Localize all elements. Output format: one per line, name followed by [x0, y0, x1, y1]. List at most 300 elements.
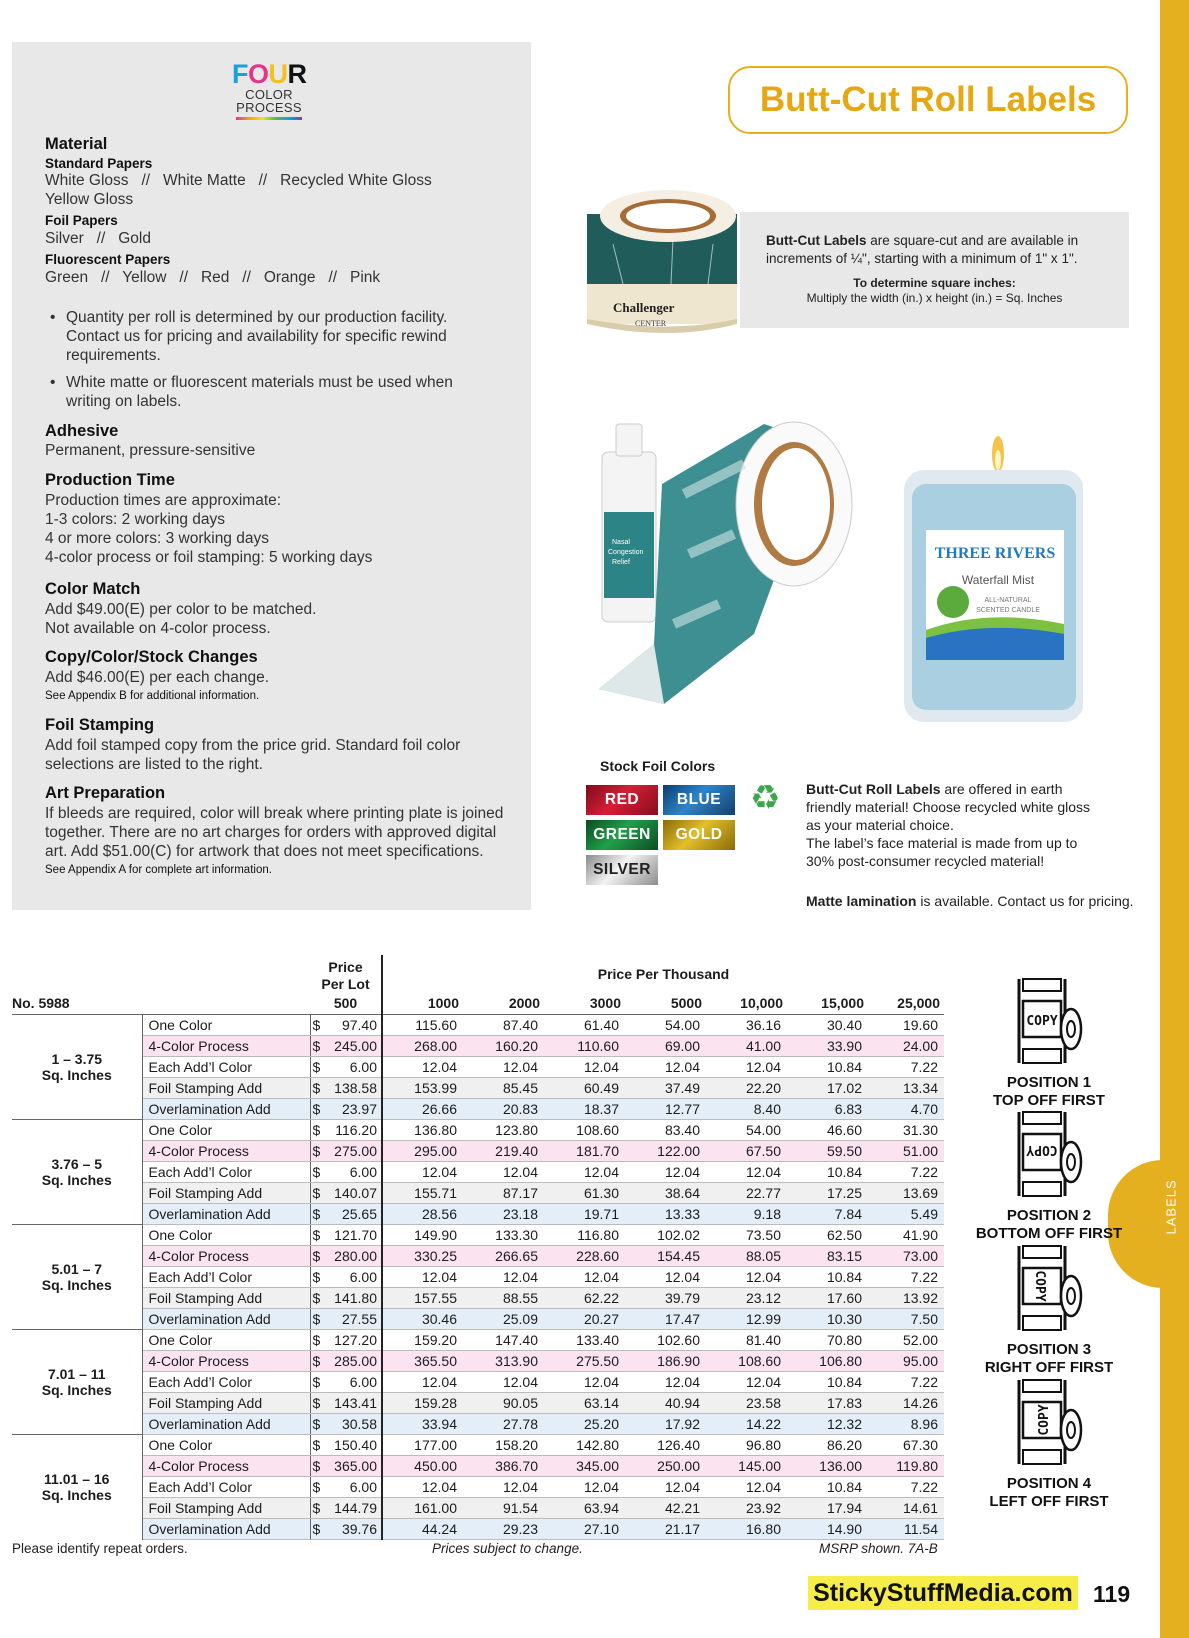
price-cell: 95.00: [868, 1350, 944, 1371]
price-cell: 126.40: [625, 1434, 706, 1455]
price-cell: 13.69: [868, 1182, 944, 1203]
price-cell: 17.92: [625, 1413, 706, 1434]
price-cell: 12.04: [463, 1161, 544, 1182]
price-cell: 14.61: [868, 1497, 944, 1518]
foil-swatch-green: GREEN: [586, 820, 658, 850]
price-cell: 26.66: [382, 1098, 463, 1119]
candle-jar-image: [898, 434, 1083, 724]
price-cell: 160.20: [463, 1035, 544, 1056]
price-cell: 17.60: [787, 1287, 868, 1308]
price-cell: 8.40: [706, 1098, 787, 1119]
price-cell: 44.24: [382, 1518, 463, 1539]
price-cell: 12.04: [706, 1266, 787, 1287]
footnote-repeat-orders: Please identify repeat orders.: [12, 1541, 188, 1556]
label-roll-icon: [1009, 1242, 1089, 1334]
price-cell: 23.18: [463, 1203, 544, 1224]
challenger-label-roll-image: [583, 184, 743, 354]
table-row: [12, 1224, 944, 1245]
table-row: [12, 1014, 944, 1035]
price-cell: 11.54: [868, 1518, 944, 1539]
table-row: [12, 1140, 944, 1161]
svg-text:Congestion: Congestion: [608, 549, 644, 556]
recycled-text: Butt-Cut Roll Labels are offered in earth friendly material! Choose recycled white gloss as your material choice. The label’s face material is made from up to 30% post-consumer recycled material!: [806, 781, 1091, 869]
foil-swatch-silver: SILVER: [586, 855, 658, 885]
price-cell: 177.00: [382, 1434, 463, 1455]
table-row: [12, 1476, 944, 1497]
price-cell: 7.22: [868, 1056, 944, 1077]
price-cell: 14.26: [868, 1392, 944, 1413]
price-cell: 23.12: [706, 1287, 787, 1308]
foil-swatch-blue: BLUE: [663, 785, 735, 815]
price-cell: 12.04: [544, 1371, 625, 1392]
price-cell: 25.20: [544, 1413, 625, 1434]
price-cell: 10.84: [787, 1056, 868, 1077]
price-cell: 159.20: [382, 1329, 463, 1350]
art-preparation-section: Art Preparation If bleeds are required, color will break where printing plate is joined together. There are no art charges for orders with approved digital art. Add $51.00(C) for artwork that does not meet specifications. See Appendix A for complete art information.: [45, 784, 504, 876]
price-cell: 7.84: [787, 1203, 868, 1224]
label-roll-icon: [1009, 1376, 1089, 1468]
table-row: [12, 1413, 944, 1434]
price-cell: 67.50: [706, 1140, 787, 1161]
price-cell: 181.70: [544, 1140, 625, 1161]
price-cell: 61.30: [544, 1182, 625, 1203]
price-cell: 12.04: [463, 1056, 544, 1077]
price-per-lot-cell: $ 6.00: [310, 1056, 382, 1077]
table-row: [12, 1350, 944, 1371]
price-per-lot-cell: $ 6.00: [310, 1476, 382, 1497]
price-cell: 12.04: [625, 1476, 706, 1497]
recycle-icon: ♻: [750, 779, 781, 817]
price-cell: 60.49: [544, 1077, 625, 1098]
price-cell: 12.04: [625, 1266, 706, 1287]
price-cell: 96.80: [706, 1434, 787, 1455]
price-cell: 31.30: [868, 1119, 944, 1140]
price-cell: 7.50: [868, 1308, 944, 1329]
price-per-lot-cell: $ 143.41: [310, 1392, 382, 1413]
price-cell: 30.40: [787, 1014, 868, 1035]
price-cell: 87.40: [463, 1014, 544, 1035]
price-cell: 19.71: [544, 1203, 625, 1224]
price-cell: 54.00: [625, 1014, 706, 1035]
foil-papers-list: Silver // Gold: [45, 230, 151, 247]
price-cell: 10.30: [787, 1308, 868, 1329]
row-label: Overlamination Add: [142, 1518, 310, 1539]
price-cell: 41.90: [868, 1224, 944, 1245]
price-cell: 38.64: [625, 1182, 706, 1203]
table-row: [12, 1245, 944, 1266]
table-row: [12, 1392, 944, 1413]
price-per-lot-cell: $ 280.00: [310, 1245, 382, 1266]
material-bullet-2: • White matte or fluorescent materials must be used when writing on labels.: [50, 374, 453, 410]
footnote-msrp: MSRP shown. 7A-B: [819, 1541, 938, 1556]
price-cell: 41.00: [706, 1035, 787, 1056]
price-cell: 85.45: [463, 1077, 544, 1098]
row-label: 4-Color Process: [142, 1245, 310, 1266]
price-cell: 63.14: [544, 1392, 625, 1413]
row-label: 4-Color Process: [142, 1350, 310, 1371]
price-per-lot-header: Price Per Lot: [310, 955, 382, 993]
row-label: 4-Color Process: [142, 1455, 310, 1476]
price-per-lot-cell: $ 116.20: [310, 1119, 382, 1140]
price-cell: 20.27: [544, 1308, 625, 1329]
price-cell: 250.00: [625, 1455, 706, 1476]
price-cell: 110.60: [544, 1035, 625, 1056]
price-cell: 42.21: [625, 1497, 706, 1518]
price-per-thousand-header: Price Per Thousand: [597, 966, 730, 982]
price-cell: 67.30: [868, 1434, 944, 1455]
four-color-process-logo: FOUR COLOR PROCESS: [232, 61, 306, 120]
price-cell: 106.80: [787, 1350, 868, 1371]
row-label: One Color: [142, 1329, 310, 1350]
table-row: [12, 1497, 944, 1518]
price-cell: 7.22: [868, 1371, 944, 1392]
price-cell: 12.04: [544, 1161, 625, 1182]
price-cell: 9.18: [706, 1203, 787, 1224]
price-cell: 12.04: [382, 1266, 463, 1287]
price-cell: 133.30: [463, 1224, 544, 1245]
price-cell: 12.04: [382, 1371, 463, 1392]
row-label: Each Add’l Color: [142, 1161, 310, 1182]
row-label: 4-Color Process: [142, 1035, 310, 1056]
price-cell: 83.15: [787, 1245, 868, 1266]
price-cell: 330.25: [382, 1245, 463, 1266]
item-number: No. 5988: [12, 995, 70, 1012]
price-cell: 142.80: [544, 1434, 625, 1455]
rewind-position-3: [974, 1242, 1124, 1377]
price-per-lot-cell: $ 30.58: [310, 1413, 382, 1434]
price-cell: 136.00: [787, 1455, 868, 1476]
price-table: Price Per Lot Price Per Thousand No. 5988 500 1000 2000 3000 5000 10,000 15,000 25,000 1 – 3.75 Sq. Inches One Color $ 97.40 115.60 87.40 61.40 54.00 36.16 30.40 19.60 4-Color Process $ 245.00 268.00 160.20 110.60 69.00 41.00 33.90 24.00 Each Add’l Color $ 6.00 12.04 12.04 12.04 12.04 12.04 10.84 7.22 Foil Stamping Add $ 138.58 153.99 85.45 60.49 37.49 22.20 17.02 13.34 Overlamination Add $ 23.97 26.66 20.83 18.37 12.77 8.40 6.83 4.70 3.76 – 5 Sq. Inches One Color $ 116.20 136.80 123.80 108.60 83.40 54.00 46.60 31.30 4-Color Process $ 275.00 295.00 219.40 181.70 122.00 67.50 59.50 51.00 Each Add’l Color $ 6.00 12.04 12.04 12.04 12.04 12.04 10.84 7.22 Foil Stamping Add $ 140.07 155.71 87.17 61.30 38.64 22.77 17.25 13.69 Overlamination Add $ 25.65 28.56 23.18 19.71 13.33 9.18 7.84 5.49 5.01 – 7 Sq. Inches One Color $ 121.70 149.90 133.30 116.80 102.02 73.50 62.50 41.90 4-Color Process $ 280.00 330.25 266.65 228.60 154.45 88.05 83.15 73.00 Each Add’l Color $ 6.00 12.04 12.04 12.04 12.04 12.04 10.84 7.22 Foil Stamping Add $ 141.80 157.55 88.55 62.22 39.79 23.12 17.60 13.92 Overlamination Add $ 27.55 30.46 25.09 20.27 17.47 12.99 10.30 7.50 7.01 – 11 Sq. Inches One Color $ 127.20 159.20 147.40 133.40 102.60 81.40 70.80 52.00 4-Color Process $ 285.00 365.50 313.90 275.50 186.90 108.60 106.80 95.00 Each Add’l Color $ 6.00 12.04 12.04 12.04 12.04 12.04 10.84 7.22 Foil Stamping Add $ 143.41 159.28 90.05 63.14 40.94 23.58 17.83 14.26 Overlamination Add $ 30.58 33.94 27.78 25.20 17.92 14.22 12.32 8.96 11.01 – 16 Sq. Inches One Color $ 150.40 177.00 158.20 142.80 126.40 96.80 86.20 67.30 4-Color Process $ 365.00 450.00 386.70 345.00 250.00 145.00 136.00 119.80 Each Add’l Color $ 6.00 12.04 12.04 12.04 12.04 12.04 10.84 7.22 Foil Stamping Add $ 144.79 161.00 91.54 63.94 42.21 23.92 17.94 14.61 Overlamination Add $ 39.76 44.24 29.23 27.10 21.17 16.80 14.90 11.54: [12, 955, 944, 1540]
price-cell: 7.22: [868, 1266, 944, 1287]
adhesive-section: Adhesive Permanent, pressure-sensitive: [45, 422, 256, 459]
material-bullet-1: • Quantity per roll is determined by our production facility. Contact us for pricing and availability for specific rewind requirements.: [50, 309, 448, 364]
page-number: 119: [1093, 1581, 1131, 1607]
price-cell: 12.04: [706, 1056, 787, 1077]
price-cell: 12.04: [463, 1266, 544, 1287]
table-row: [12, 1518, 944, 1539]
row-label: One Color: [142, 1014, 310, 1035]
price-cell: 6.83: [787, 1098, 868, 1119]
production-time-section: Production Time Production times are approximate: 1-3 colors: 2 working days 4 or more colors: 3 working days 4-color process or foil stamping: 5 working days: [45, 471, 373, 566]
price-cell: 186.90: [625, 1350, 706, 1371]
price-cell: 12.04: [625, 1161, 706, 1182]
svg-text:Relief: Relief: [612, 559, 630, 566]
material-section: [45, 135, 515, 288]
roll-label-text: Challenger: [613, 300, 675, 315]
price-cell: 10.84: [787, 1476, 868, 1497]
foil-swatch-red: RED: [586, 785, 658, 815]
price-cell: 12.04: [463, 1371, 544, 1392]
price-cell: 313.90: [463, 1350, 544, 1371]
price-cell: 17.94: [787, 1497, 868, 1518]
price-cell: 12.04: [544, 1056, 625, 1077]
table-row: [12, 1119, 944, 1140]
row-label: Overlamination Add: [142, 1308, 310, 1329]
price-cell: 10.84: [787, 1266, 868, 1287]
price-cell: 108.60: [706, 1350, 787, 1371]
price-cell: 17.47: [625, 1308, 706, 1329]
price-per-lot-cell: $ 97.40: [310, 1014, 382, 1035]
price-cell: 54.00: [706, 1119, 787, 1140]
price-cell: 14.22: [706, 1413, 787, 1434]
svg-text:ALL-NATURAL: ALL-NATURAL: [984, 597, 1032, 604]
row-label: One Color: [142, 1434, 310, 1455]
price-cell: 81.40: [706, 1329, 787, 1350]
table-row: [12, 1371, 944, 1392]
price-cell: 145.00: [706, 1455, 787, 1476]
price-cell: 18.37: [544, 1098, 625, 1119]
price-cell: 266.65: [463, 1245, 544, 1266]
price-per-lot-cell: $ 6.00: [310, 1266, 382, 1287]
standard-papers-list: White Gloss // White Matte // Recycled White Gloss: [45, 172, 432, 189]
price-cell: 73.00: [868, 1245, 944, 1266]
price-cell: 102.60: [625, 1329, 706, 1350]
price-cell: 30.46: [382, 1308, 463, 1329]
price-cell: 12.99: [706, 1308, 787, 1329]
position-label: POSITION 1 TOP OFF FIRST: [993, 1074, 1105, 1109]
price-cell: 16.80: [706, 1518, 787, 1539]
price-cell: 70.80: [787, 1329, 868, 1350]
price-cell: 23.92: [706, 1497, 787, 1518]
butt-cut-info-box: Butt-Cut Labels are square-cut and are available in increments of ¼", starting with a minimum of 1" x 1". To determine square inches: Multiply the width (in.) x height (in.) = Sq. Inches: [740, 212, 1129, 328]
table-row: [12, 1035, 944, 1056]
price-cell: 12.04: [625, 1371, 706, 1392]
price-per-lot-cell: $ 127.20: [310, 1329, 382, 1350]
price-cell: 10.84: [787, 1161, 868, 1182]
price-cell: 69.00: [625, 1035, 706, 1056]
foil-papers-heading: Foil Papers: [45, 213, 118, 228]
price-cell: 12.04: [544, 1476, 625, 1497]
price-cell: 158.20: [463, 1434, 544, 1455]
price-cell: 450.00: [382, 1455, 463, 1476]
svg-text:Waterfall Mist: Waterfall Mist: [961, 573, 1035, 587]
label-roll-icon: [1009, 1108, 1089, 1200]
row-label: Overlamination Add: [142, 1203, 310, 1224]
price-per-lot-cell: $ 140.07: [310, 1182, 382, 1203]
price-cell: 20.83: [463, 1098, 544, 1119]
matte-lamination-note: Matte lamination is available. Contact us for pricing.: [806, 893, 1134, 909]
size-group-label: 5.01 – 7 Sq. Inches: [12, 1224, 142, 1329]
price-cell: 147.40: [463, 1329, 544, 1350]
price-cell: 62.22: [544, 1287, 625, 1308]
price-cell: 91.54: [463, 1497, 544, 1518]
site-url: StickyStuffMedia.com: [808, 1576, 1078, 1610]
price-cell: 115.60: [382, 1014, 463, 1035]
price-cell: 108.60: [544, 1119, 625, 1140]
price-cell: 8.96: [868, 1413, 944, 1434]
row-label: Foil Stamping Add: [142, 1497, 310, 1518]
svg-text:CENTER: CENTER: [635, 319, 667, 328]
svg-text:Nasal: Nasal: [612, 539, 630, 546]
price-per-lot-cell: $ 121.70: [310, 1224, 382, 1245]
price-cell: 157.55: [382, 1287, 463, 1308]
row-label: Foil Stamping Add: [142, 1392, 310, 1413]
table-row: [12, 1329, 944, 1350]
color-match-section: Color Match Add $49.00(E) per color to be matched. Not available on 4-color process.: [45, 580, 317, 637]
price-per-lot-cell: $ 365.00: [310, 1455, 382, 1476]
table-row: [12, 1266, 944, 1287]
row-label: Overlamination Add: [142, 1413, 310, 1434]
price-cell: 21.17: [625, 1518, 706, 1539]
copy-changes-section: Copy/Color/Stock Changes Add $46.00(E) per each change. See Appendix B for additional information.: [45, 648, 270, 702]
price-cell: 12.04: [706, 1161, 787, 1182]
price-per-lot-cell: $ 23.97: [310, 1098, 382, 1119]
price-cell: 12.04: [463, 1476, 544, 1497]
price-cell: 154.45: [625, 1245, 706, 1266]
price-cell: 7.22: [868, 1161, 944, 1182]
position-label: POSITION 3 RIGHT OFF FIRST: [984, 1341, 1114, 1376]
svg-text:COPY: COPY: [1026, 1142, 1058, 1157]
price-cell: 161.00: [382, 1497, 463, 1518]
price-cell: 12.04: [382, 1161, 463, 1182]
price-cell: 39.79: [625, 1287, 706, 1308]
price-cell: 88.05: [706, 1245, 787, 1266]
price-cell: 90.05: [463, 1392, 544, 1413]
price-per-lot-cell: $ 39.76: [310, 1518, 382, 1539]
table-row: [12, 1287, 944, 1308]
price-cell: 28.56: [382, 1203, 463, 1224]
price-cell: 86.20: [787, 1434, 868, 1455]
row-label: Overlamination Add: [142, 1098, 310, 1119]
price-cell: 13.34: [868, 1077, 944, 1098]
price-per-lot-cell: $ 275.00: [310, 1140, 382, 1161]
row-label: 4-Color Process: [142, 1140, 310, 1161]
price-per-lot-cell: $ 144.79: [310, 1497, 382, 1518]
price-cell: 61.40: [544, 1014, 625, 1035]
row-label: Foil Stamping Add: [142, 1182, 310, 1203]
price-cell: 12.04: [625, 1056, 706, 1077]
price-cell: 365.50: [382, 1350, 463, 1371]
foil-stamping-section: Foil Stamping Add foil stamped copy from the price grid. Standard foil color selections are listed to the right.: [45, 716, 461, 773]
price-cell: 4.70: [868, 1098, 944, 1119]
price-cell: 25.09: [463, 1308, 544, 1329]
price-cell: 123.80: [463, 1119, 544, 1140]
size-group-label: 11.01 – 16 Sq. Inches: [12, 1434, 142, 1539]
price-cell: 136.80: [382, 1119, 463, 1140]
price-per-lot-cell: $ 6.00: [310, 1161, 382, 1182]
price-cell: 17.02: [787, 1077, 868, 1098]
row-label: Each Add’l Color: [142, 1266, 310, 1287]
stock-foil-heading: Stock Foil Colors: [600, 758, 716, 774]
price-cell: 5.49: [868, 1203, 944, 1224]
table-row: [12, 1056, 944, 1077]
price-cell: 12.04: [544, 1266, 625, 1287]
price-per-lot-cell: $ 245.00: [310, 1035, 382, 1056]
rewind-position-1: [974, 975, 1124, 1110]
price-cell: 159.28: [382, 1392, 463, 1413]
svg-text:COPY: COPY: [1037, 1404, 1052, 1436]
price-cell: 155.71: [382, 1182, 463, 1203]
price-cell: 22.77: [706, 1182, 787, 1203]
price-cell: 116.80: [544, 1224, 625, 1245]
price-cell: 345.00: [544, 1455, 625, 1476]
price-cell: 153.99: [382, 1077, 463, 1098]
row-label: Foil Stamping Add: [142, 1077, 310, 1098]
table-row: [12, 1098, 944, 1119]
table-row: [12, 1161, 944, 1182]
price-cell: 87.17: [463, 1182, 544, 1203]
price-cell: 12.04: [382, 1476, 463, 1497]
price-cell: 63.94: [544, 1497, 625, 1518]
price-cell: 62.50: [787, 1224, 868, 1245]
price-cell: 46.60: [787, 1119, 868, 1140]
price-cell: 12.04: [382, 1056, 463, 1077]
price-per-lot-cell: $ 285.00: [310, 1350, 382, 1371]
table-row: [12, 1434, 944, 1455]
price-cell: 83.40: [625, 1119, 706, 1140]
price-cell: 10.84: [787, 1371, 868, 1392]
price-per-lot-cell: $ 150.40: [310, 1434, 382, 1455]
table-row: [12, 1455, 944, 1476]
standard-papers-heading: Standard Papers: [45, 156, 153, 171]
nasal-label-roll-image: [594, 404, 858, 724]
price-cell: 88.55: [463, 1287, 544, 1308]
svg-text:COPY: COPY: [1026, 1014, 1058, 1029]
price-cell: 295.00: [382, 1140, 463, 1161]
price-cell: 73.50: [706, 1224, 787, 1245]
price-cell: 29.23: [463, 1518, 544, 1539]
rewind-position-2: [974, 1108, 1124, 1243]
price-cell: 119.80: [868, 1455, 944, 1476]
price-cell: 228.60: [544, 1245, 625, 1266]
price-cell: 17.83: [787, 1392, 868, 1413]
price-cell: 102.02: [625, 1224, 706, 1245]
price-per-lot-cell: $ 25.65: [310, 1203, 382, 1224]
price-per-lot-cell: $ 6.00: [310, 1371, 382, 1392]
price-cell: 33.90: [787, 1035, 868, 1056]
table-row: [12, 1203, 944, 1224]
price-per-lot-cell: $ 138.58: [310, 1077, 382, 1098]
svg-text:SCENTED CANDLE: SCENTED CANDLE: [976, 607, 1040, 614]
position-label: POSITION 4 LEFT OFF FIRST: [989, 1475, 1109, 1510]
position-label: POSITION 2 BOTTOM OFF FIRST: [975, 1207, 1123, 1242]
price-cell: 149.90: [382, 1224, 463, 1245]
foil-swatch-gold: GOLD: [663, 820, 735, 850]
price-cell: 51.00: [868, 1140, 944, 1161]
price-cell: 386.70: [463, 1455, 544, 1476]
price-cell: 14.90: [787, 1518, 868, 1539]
price-cell: 40.94: [625, 1392, 706, 1413]
price-cell: 7.22: [868, 1476, 944, 1497]
svg-text:THREE RIVERS: THREE RIVERS: [934, 545, 1056, 562]
size-group-label: 3.76 – 5 Sq. Inches: [12, 1119, 142, 1224]
size-group-label: 7.01 – 11 Sq. Inches: [12, 1329, 142, 1434]
price-cell: 27.78: [463, 1413, 544, 1434]
price-cell: 275.50: [544, 1350, 625, 1371]
table-row: [12, 1077, 944, 1098]
size-group-label: 1 – 3.75 Sq. Inches: [12, 1014, 142, 1119]
svg-text:COPY: COPY: [1032, 1270, 1047, 1302]
page-title: Butt-Cut Roll Labels: [728, 66, 1128, 134]
price-cell: 12.04: [706, 1476, 787, 1497]
row-label: Foil Stamping Add: [142, 1287, 310, 1308]
price-cell: 19.60: [868, 1014, 944, 1035]
fluorescent-papers-list: Green // Yellow // Red // Orange // Pink: [45, 269, 381, 286]
price-per-lot-cell: $ 141.80: [310, 1287, 382, 1308]
price-cell: 33.94: [382, 1413, 463, 1434]
price-cell: 12.32: [787, 1413, 868, 1434]
price-cell: 24.00: [868, 1035, 944, 1056]
row-label: One Color: [142, 1224, 310, 1245]
price-cell: 219.40: [463, 1140, 544, 1161]
price-per-lot-cell: $ 27.55: [310, 1308, 382, 1329]
price-cell: 12.77: [625, 1098, 706, 1119]
price-cell: 13.33: [625, 1203, 706, 1224]
row-label: Each Add’l Color: [142, 1056, 310, 1077]
price-cell: 13.92: [868, 1287, 944, 1308]
price-cell: 27.10: [544, 1518, 625, 1539]
label-roll-icon: [1009, 975, 1089, 1067]
